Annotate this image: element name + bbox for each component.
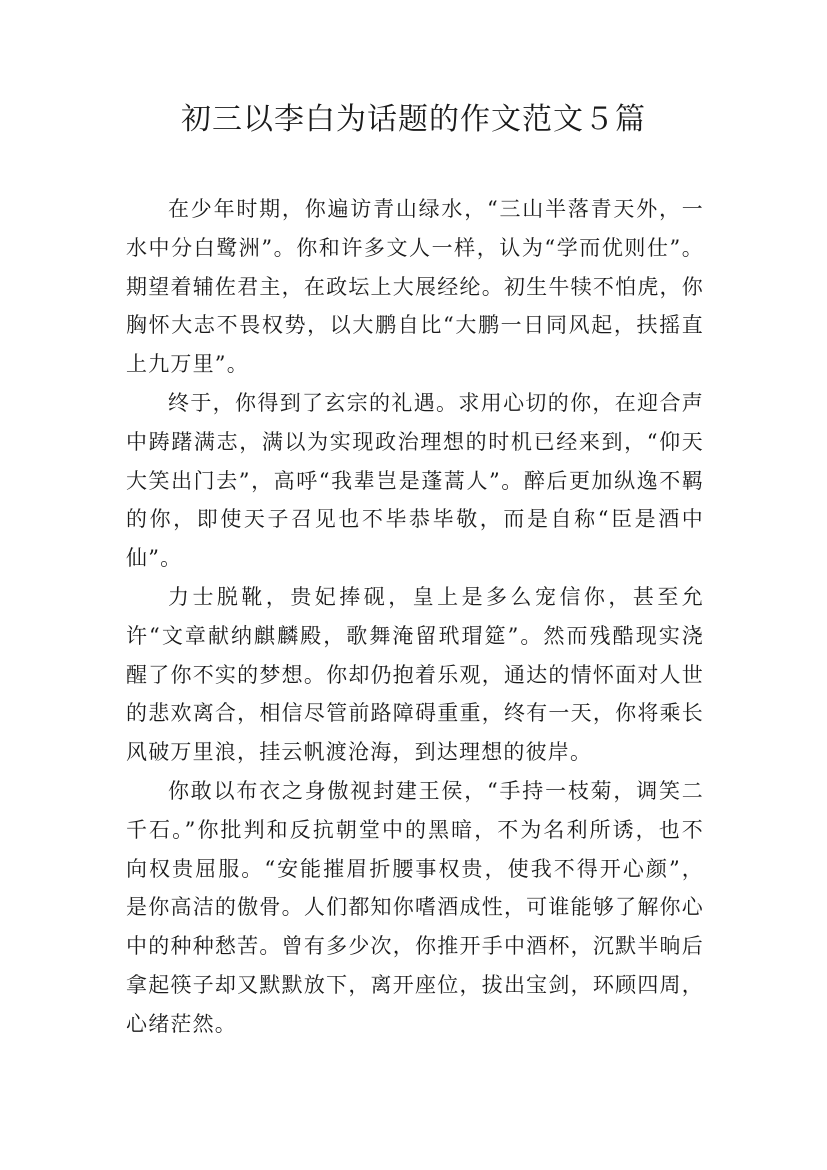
document-body — [126, 190, 704, 1044]
paragraph: 力士脱靴，贵妃捧砚，皇上是多么宠信你，甚至允许“文章献纳麒麟殿，歌舞淹留玳瑁筵”。然而残酷现实浇醒了你不实的梦想。你却仍抱着乐观，通达的情怀面对人世的悲欢离合，相信尽管前路障碍重重，终有一天，你将乘长风破万里浪，挂云帆渡沧海，到达理想的彼岸。 — [126, 584, 704, 765]
paragraph: 你敢以布衣之身傲视封建王侯，“手持一枝菊，调笑二千石。”你批判和反抗朝堂中的黑暗，不为名利所诱，也不向权贵屈服。“安能摧眉折腰事权贵，使我不得开心颜”，是你高洁的傲骨。人们都知你嗜酒成性，可谁能够了解你心中的种种愁苦。曾有多少次，你推开手中酒杯，沉默半晌后拿起筷子却又默默放下，离开座位，拔出宝剑，环顾四周，心绪茫然。 — [126, 778, 704, 1036]
paragraph: 终于，你得到了玄宗的礼遇。求用心切的你，在迎合声中踌躇满志，满以为实现政治理想的时机已经来到，“仰天大笑出门去”，高呼“我辈岂是蓬蒿人”。醉后更加纵逸不羁的你，即使天子召见也不毕恭毕敬，而是自称“臣是酒中仙”。 — [126, 390, 704, 571]
document-title: 初三以李白为话题的作文范文５篇 — [181, 102, 646, 137]
paragraph: 在少年时期，你遍访青山绿水，“三山半落青天外，一水中分白鹭洲”。你和许多文人一样，认为“学而优则仕”。期望着辅佐君主，在政坛上大展经纶。初生牛犊不怕虎，你胸怀大志不畏权势，以大鹏自比“大鹏一日同风起，扶摇直上九万里”。 — [126, 197, 704, 377]
